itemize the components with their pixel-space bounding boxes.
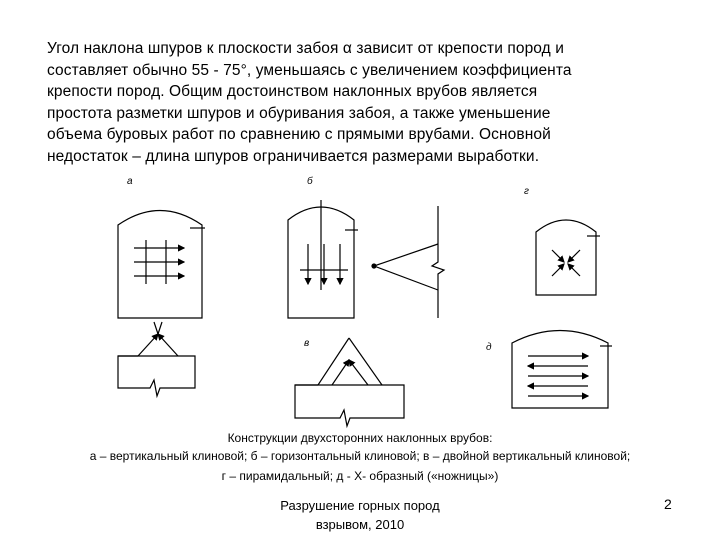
footer bbox=[250, 496, 470, 534]
diagram-a-section bbox=[118, 322, 195, 396]
paragraph-line-2: составляет обычно 55 - 75°, уменьшаясь с увеличением коэффициента bbox=[47, 61, 572, 79]
label-v: в bbox=[304, 338, 310, 349]
label-d: д bbox=[486, 342, 492, 353]
caption-line-1: Конструкции двухсторонних наклонных врубов: bbox=[227, 431, 493, 445]
diagram-a-face bbox=[118, 211, 205, 319]
paragraph-line-4: простота разметки шпуров и обуривания забоя, а также уменьшение bbox=[47, 104, 551, 122]
paragraph-line-5: объема буровых работ по сравнению с прямыми врубами. Основной bbox=[47, 126, 551, 143]
diagram-b-section bbox=[372, 206, 444, 318]
diagram-d-face bbox=[512, 331, 612, 409]
paragraph-line-6: недостаток – длина шпуров ограничивается размерами выработки. bbox=[47, 147, 540, 165]
footer-line-2: взрывом, 2010 bbox=[315, 517, 405, 532]
caption-line-2: а – вертикальный клиновой; б – горизонтальный клиновой; в – двойной вертикальный клиновой; bbox=[89, 449, 631, 463]
paragraph-line-3: крепости пород. Общим достоинством наклонных врубов является bbox=[47, 83, 538, 100]
paragraph-line-1: Угол наклона шпуров к плоскости забоя α зависит от крепости пород и bbox=[47, 40, 564, 57]
label-a: а bbox=[127, 176, 133, 187]
footer-line-1: Разрушение горных пород bbox=[280, 498, 440, 513]
diagram-b-face bbox=[288, 200, 358, 318]
diagram-v-section bbox=[295, 338, 404, 426]
label-g: г bbox=[524, 186, 529, 197]
diagram-g-face bbox=[536, 220, 600, 295]
caption-line-3: г – пирамидальный; д - Х- образный («ножницы») bbox=[221, 469, 499, 483]
label-b: б bbox=[307, 176, 313, 187]
page-number: 2 bbox=[664, 496, 672, 512]
